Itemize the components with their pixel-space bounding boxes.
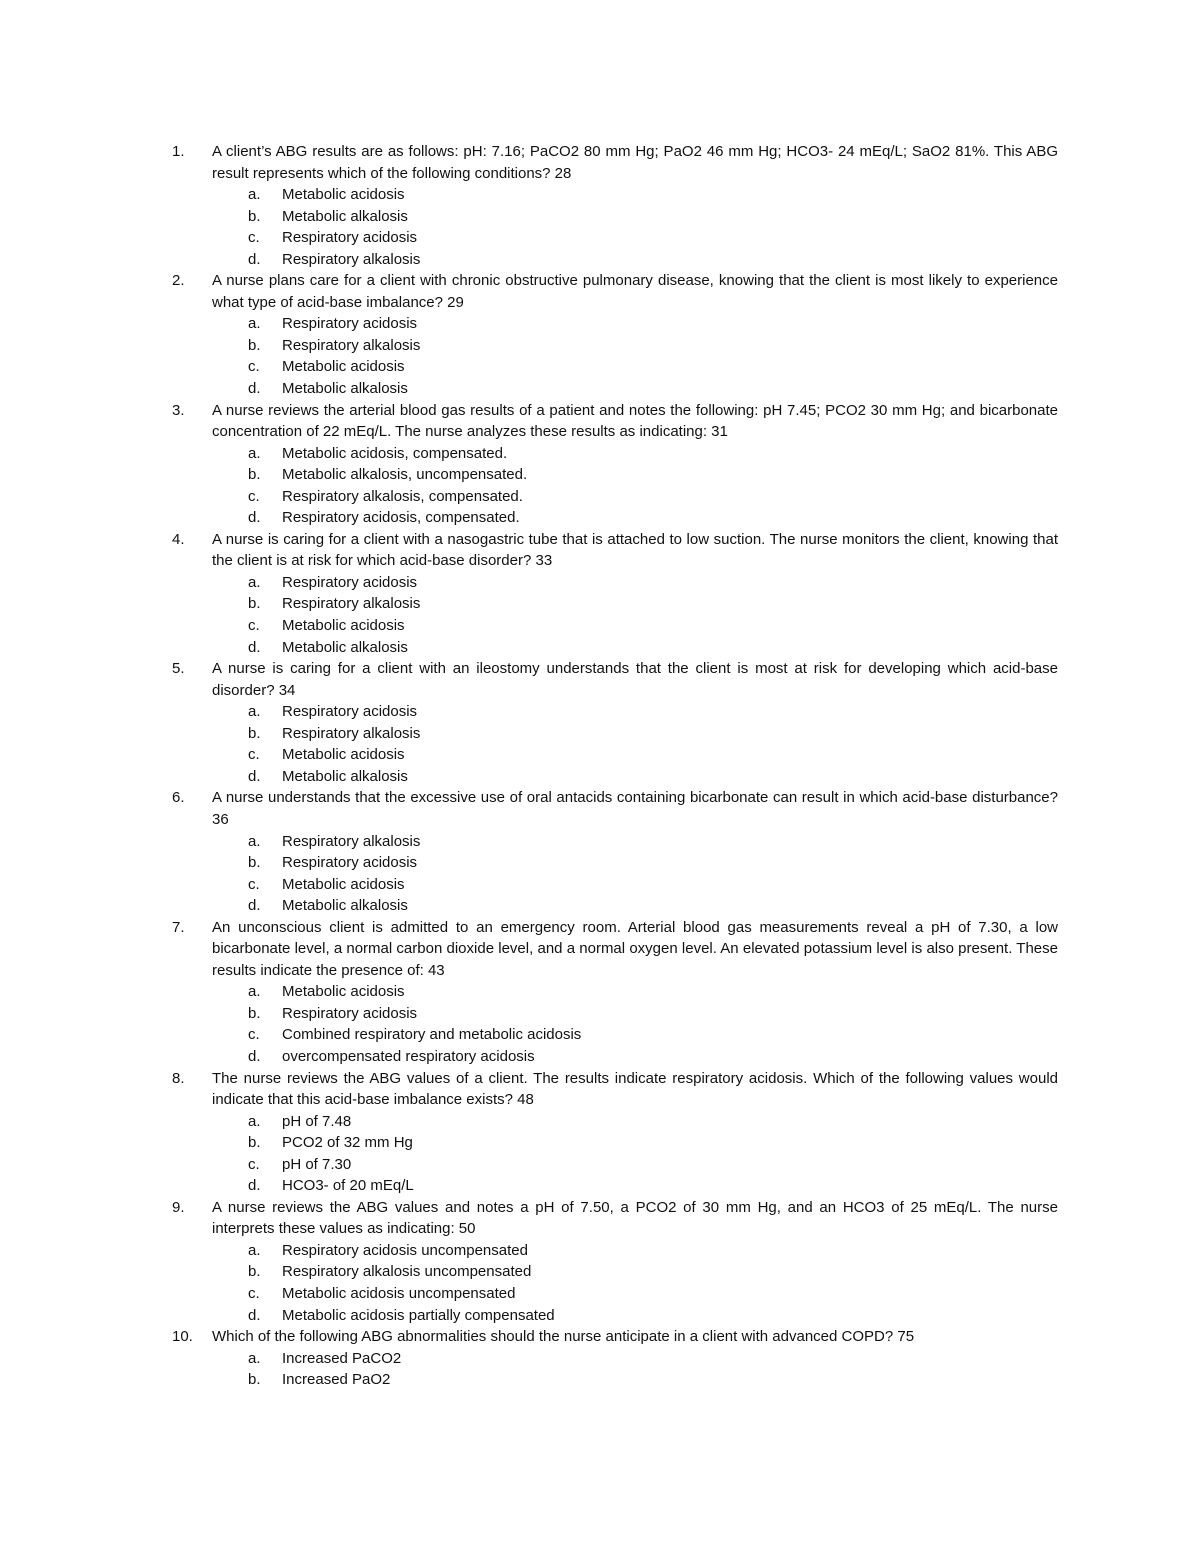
option-label: b. bbox=[248, 724, 261, 742]
option-label: b. bbox=[248, 466, 261, 484]
option-label: c. bbox=[248, 875, 260, 893]
answer-option bbox=[212, 378, 1058, 400]
option-label: c. bbox=[248, 746, 260, 764]
question-item bbox=[172, 1197, 1058, 1326]
option-text: Metabolic alkalosis bbox=[282, 897, 408, 915]
option-label: a. bbox=[248, 573, 261, 591]
answer-option bbox=[212, 1240, 1058, 1262]
answer-options bbox=[212, 443, 1058, 529]
answer-option bbox=[212, 1003, 1058, 1025]
question-text: A client’s ABG results are as follows: pH: 7.16; PaCO2 80 mm Hg; PaO2 46 mm Hg; HCO3- 24 mEq/L; SaO2 81%. This ABG result represents which of the following conditions? 28 bbox=[212, 143, 1058, 182]
answer-option bbox=[212, 1154, 1058, 1176]
option-label: b. bbox=[248, 207, 261, 225]
answer-option bbox=[212, 593, 1058, 615]
option-label: c. bbox=[248, 487, 260, 505]
option-text: Metabolic acidosis uncompensated bbox=[282, 1284, 516, 1302]
question-text: A nurse is caring for a client with an ileostomy understands that the client is most at risk for developing which acid-base disorder? 34 bbox=[212, 660, 1058, 699]
question-number: 4. bbox=[172, 530, 185, 548]
question-item bbox=[172, 917, 1058, 1068]
option-label: a. bbox=[248, 315, 261, 333]
question-item bbox=[172, 1068, 1058, 1197]
option-label: d. bbox=[248, 380, 261, 398]
question-number: 8. bbox=[172, 1069, 185, 1087]
option-text: Respiratory acidosis bbox=[282, 1004, 418, 1022]
option-label: a. bbox=[248, 1112, 261, 1130]
option-text: Increased PaCO2 bbox=[282, 1349, 402, 1367]
option-label: d. bbox=[248, 1177, 261, 1195]
answer-options bbox=[212, 1111, 1058, 1197]
option-text: Respiratory acidosis bbox=[282, 703, 418, 721]
question-number: 3. bbox=[172, 401, 185, 419]
option-label: d. bbox=[248, 767, 261, 785]
option-text: Metabolic acidosis bbox=[282, 875, 405, 893]
question-number: 7. bbox=[172, 918, 185, 936]
answer-options bbox=[212, 184, 1058, 270]
option-label: c. bbox=[248, 1155, 260, 1173]
answer-option bbox=[212, 1046, 1058, 1068]
answer-option bbox=[212, 1111, 1058, 1133]
question-text: A nurse reviews the arterial blood gas results of a patient and notes the following: pH 7.45; PCO2 30 mm Hg; and bicarbonate concentration of 22 mEq/L. The nurse analyzes these results as indicating: 31 bbox=[212, 401, 1058, 441]
answer-options bbox=[212, 1348, 1058, 1391]
option-label: b. bbox=[248, 336, 261, 354]
option-text: Respiratory alkalosis uncompensated bbox=[282, 1263, 532, 1281]
option-text: Respiratory acidosis, compensated. bbox=[282, 509, 520, 527]
option-text: Respiratory acidosis bbox=[282, 854, 418, 872]
question-text: The nurse reviews the ABG values of a client. The results indicate respiratory acidosis. Which of the following values would indicate that this acid-base imbalance exists? 48 bbox=[212, 1069, 1058, 1109]
option-text: Respiratory alkalosis bbox=[282, 250, 421, 268]
question-item bbox=[172, 787, 1058, 916]
answer-option bbox=[212, 249, 1058, 271]
option-label: d. bbox=[248, 1306, 261, 1324]
question-list bbox=[172, 141, 1058, 1391]
option-label: a. bbox=[248, 983, 261, 1001]
question-item bbox=[172, 141, 1058, 270]
option-label: c. bbox=[248, 229, 260, 247]
option-text: Respiratory alkalosis bbox=[282, 336, 421, 354]
answer-option bbox=[212, 1024, 1058, 1046]
option-label: a. bbox=[248, 186, 261, 204]
answer-option bbox=[212, 356, 1058, 378]
option-text: Increased PaO2 bbox=[282, 1371, 391, 1389]
option-text: Metabolic acidosis bbox=[282, 617, 405, 635]
option-text: Metabolic alkalosis bbox=[282, 380, 408, 398]
question-text: A nurse is caring for a client with a nasogastric tube that is attached to low suction. The nurse monitors the client, knowing that the client is at risk for which acid-base disorder? 33 bbox=[212, 530, 1058, 570]
answer-option bbox=[212, 1305, 1058, 1327]
option-label: b. bbox=[248, 595, 261, 613]
answer-option bbox=[212, 895, 1058, 917]
answer-options bbox=[212, 701, 1058, 787]
answer-option bbox=[212, 637, 1058, 659]
answer-option bbox=[212, 572, 1058, 594]
answer-option bbox=[212, 981, 1058, 1003]
option-text: Combined respiratory and metabolic acidosis bbox=[282, 1026, 582, 1044]
option-label: a. bbox=[248, 832, 261, 850]
option-text: Metabolic alkalosis bbox=[282, 207, 408, 225]
answer-option bbox=[212, 507, 1058, 529]
answer-option bbox=[212, 227, 1058, 249]
answer-option bbox=[212, 1369, 1058, 1391]
answer-options bbox=[212, 981, 1058, 1067]
question-item bbox=[172, 529, 1058, 658]
option-text: Respiratory alkalosis bbox=[282, 724, 421, 742]
question-number: 10. bbox=[172, 1328, 193, 1346]
option-text: pH of 7.30 bbox=[282, 1155, 352, 1173]
question-number: 5. bbox=[172, 660, 185, 678]
option-text: Metabolic acidosis, compensated. bbox=[282, 444, 508, 462]
answer-option bbox=[212, 831, 1058, 853]
answer-option bbox=[212, 1132, 1058, 1154]
answer-option bbox=[212, 184, 1058, 206]
option-label: a. bbox=[248, 703, 261, 721]
option-label: b. bbox=[248, 1004, 261, 1022]
option-text: Respiratory acidosis uncompensated bbox=[282, 1241, 528, 1259]
option-label: c. bbox=[248, 1026, 260, 1044]
answer-option bbox=[212, 486, 1058, 508]
option-text: Metabolic alkalosis bbox=[282, 767, 408, 785]
answer-options bbox=[212, 831, 1058, 917]
option-text: Respiratory alkalosis bbox=[282, 595, 421, 613]
answer-option bbox=[212, 443, 1058, 465]
answer-option bbox=[212, 1348, 1058, 1370]
question-item bbox=[172, 400, 1058, 529]
option-text: Respiratory acidosis bbox=[282, 315, 418, 333]
option-text: Metabolic acidosis bbox=[282, 983, 405, 1001]
option-text: Respiratory alkalosis bbox=[282, 832, 421, 850]
option-label: a. bbox=[248, 444, 261, 462]
option-label: a. bbox=[248, 1241, 261, 1259]
option-label: d. bbox=[248, 1047, 261, 1065]
question-text: Which of the following ABG abnormalities should the nurse anticipate in a client with advanced COPD? 75 bbox=[212, 1328, 915, 1346]
option-label: c. bbox=[248, 617, 260, 635]
option-text: Metabolic alkalosis bbox=[282, 638, 408, 656]
answer-options bbox=[212, 572, 1058, 658]
question-text: An unconscious client is admitted to an emergency room. Arterial blood gas measurements reveal a pH of 7.30, a low bicarbonate level, a normal carbon dioxide level, and a normal oxygen level. An elevated potassium level is also present. These results indicate the presence of: 43 bbox=[212, 918, 1058, 979]
answer-option bbox=[212, 313, 1058, 335]
answer-option bbox=[212, 1261, 1058, 1283]
question-text: A nurse understands that the excessive use of oral antacids containing bicarbonate can result in which acid-base disturbance? 36 bbox=[212, 789, 1058, 828]
option-label: b. bbox=[248, 1263, 261, 1281]
question-item bbox=[172, 270, 1058, 399]
option-text: Respiratory acidosis bbox=[282, 573, 418, 591]
option-text: HCO3- of 20 mEq/L bbox=[282, 1177, 414, 1195]
option-label: a. bbox=[248, 1349, 261, 1367]
option-label: d. bbox=[248, 509, 261, 527]
answer-option bbox=[212, 1175, 1058, 1197]
option-label: b. bbox=[248, 1134, 261, 1152]
option-label: d. bbox=[248, 638, 261, 656]
option-label: b. bbox=[248, 1371, 261, 1389]
option-label: c. bbox=[248, 358, 260, 376]
answer-option bbox=[212, 874, 1058, 896]
option-text: overcompensated respiratory acidosis bbox=[282, 1047, 535, 1065]
question-number: 2. bbox=[172, 272, 185, 290]
option-label: d. bbox=[248, 250, 261, 268]
answer-option bbox=[212, 335, 1058, 357]
question-text: A nurse reviews the ABG values and notes a pH of 7.50, a PCO2 of 30 mm Hg, and an HCO3 of 25 mEq/L. The nurse interprets these values as indicating: 50 bbox=[212, 1198, 1058, 1238]
option-text: PCO2 of 32 mm Hg bbox=[282, 1134, 413, 1152]
question-item bbox=[172, 658, 1058, 787]
answer-option bbox=[212, 206, 1058, 228]
question-number: 9. bbox=[172, 1198, 185, 1216]
answer-option bbox=[212, 1283, 1058, 1305]
answer-option bbox=[212, 852, 1058, 874]
answer-option bbox=[212, 723, 1058, 745]
option-text: Metabolic alkalosis, uncompensated. bbox=[282, 466, 528, 484]
answer-option bbox=[212, 701, 1058, 723]
option-text: Metabolic acidosis bbox=[282, 746, 405, 764]
question-number: 6. bbox=[172, 789, 185, 807]
option-text: Metabolic acidosis bbox=[282, 358, 405, 376]
option-text: Metabolic acidosis bbox=[282, 186, 405, 204]
question-text: A nurse plans care for a client with chronic obstructive pulmonary disease, knowing that the client is most likely to experience what type of acid-base imbalance? 29 bbox=[212, 272, 1058, 311]
answer-options bbox=[212, 313, 1058, 399]
option-text: Respiratory alkalosis, compensated. bbox=[282, 487, 523, 505]
question-item bbox=[172, 1326, 1058, 1391]
answer-options bbox=[212, 1240, 1058, 1326]
option-text: Respiratory acidosis bbox=[282, 229, 418, 247]
option-text: pH of 7.48 bbox=[282, 1112, 352, 1130]
option-label: c. bbox=[248, 1284, 260, 1302]
answer-option bbox=[212, 766, 1058, 788]
answer-option bbox=[212, 744, 1058, 766]
option-label: d. bbox=[248, 897, 261, 915]
answer-option bbox=[212, 615, 1058, 637]
option-text: Metabolic acidosis partially compensated bbox=[282, 1306, 555, 1324]
answer-option bbox=[212, 464, 1058, 486]
option-label: b. bbox=[248, 854, 261, 872]
question-number: 1. bbox=[172, 143, 185, 160]
